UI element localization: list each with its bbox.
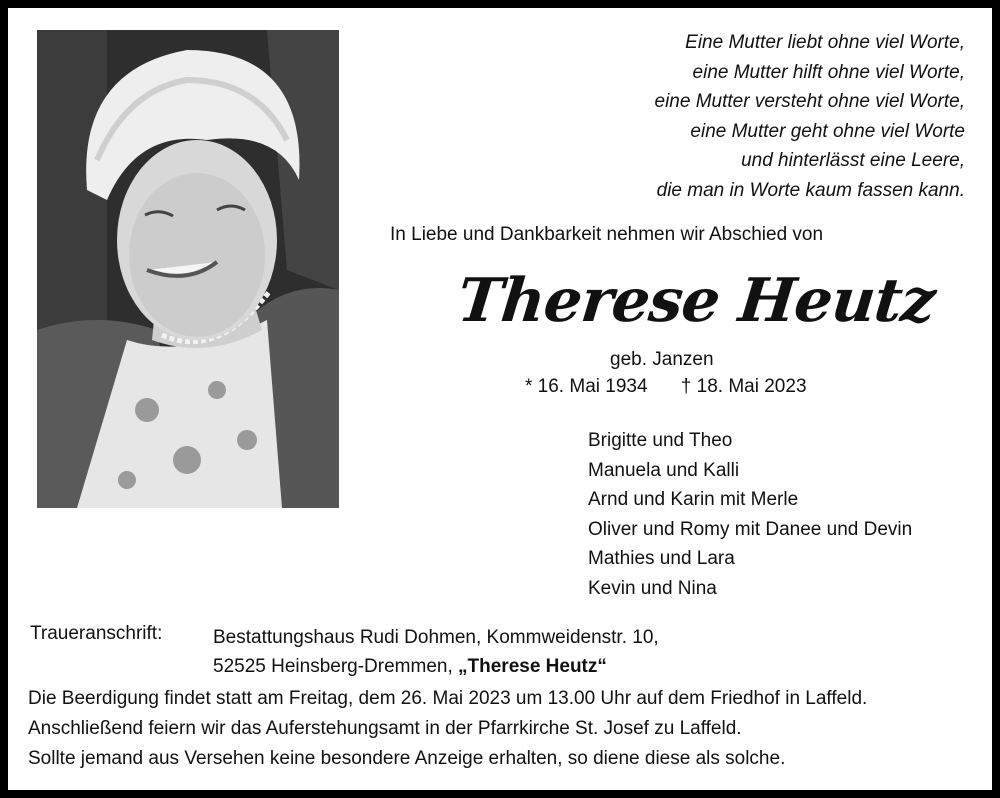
birth-date: * 16. Mai 1934 — [525, 376, 648, 397]
funeral-line: Sollte jemand aus Versehen keine besondere Anzeige erhalten, so diene diese als solche. — [28, 748, 786, 769]
address-city: 52525 Heinsberg-Dremmen, — [213, 656, 459, 677]
deceased-name: Therese Heutz — [454, 266, 939, 336]
address-reference: „Therese Heutz“ — [458, 656, 607, 677]
portrait-image — [37, 30, 339, 508]
poem — [405, 28, 965, 205]
poem-line: und hinterlässt eine Leere, — [741, 150, 965, 171]
family-member: Oliver und Romy mit Danee und Devin — [588, 518, 913, 540]
family-member: Brigitte und Theo — [588, 430, 733, 451]
family-member: Manuela und Kalli — [588, 459, 740, 481]
address-line-2 — [213, 652, 659, 681]
portrait-photo — [37, 30, 339, 508]
mourning-address — [213, 623, 659, 681]
family-member: Mathies und Lara — [588, 548, 735, 569]
address-label: Traueranschrift: — [30, 623, 163, 644]
family-member: Arnd und Karin mit Merle — [588, 489, 799, 510]
poem-line: die man in Worte kaum fassen kann. — [656, 179, 965, 201]
funeral-line: Die Beerdigung findet statt am Freitag, dem 26. Mai 2023 um 13.00 Uhr auf dem Friedhof in Laffeld. — [28, 688, 868, 709]
funeral-line: Anschließend feiern wir das Auferstehungsamt in der Pfarrkirche St. Josef zu Laffeld. — [28, 718, 742, 739]
family-member: Kevin und Nina — [588, 577, 717, 599]
poem-line: eine Mutter versteht ohne viel Worte, — [654, 91, 965, 112]
born-name: geb. Janzen — [610, 349, 714, 370]
poem-line: eine Mutter geht ohne viel Worte — [690, 120, 965, 142]
intro-text: In Liebe und Dankbarkeit nehmen wir Abschied von — [390, 224, 824, 245]
life-dates — [525, 376, 807, 398]
poem-line: Eine Mutter liebt ohne viel Worte, — [685, 32, 965, 53]
poem-line: eine Mutter hilft ohne viel Worte, — [692, 61, 965, 83]
death-date: † 18. Mai 2023 — [680, 376, 807, 397]
address-line-1: Bestattungshaus Rudi Dohmen, Kommweidenstr. 10, — [213, 627, 659, 648]
funeral-details — [28, 684, 867, 774]
family-list — [588, 426, 912, 603]
